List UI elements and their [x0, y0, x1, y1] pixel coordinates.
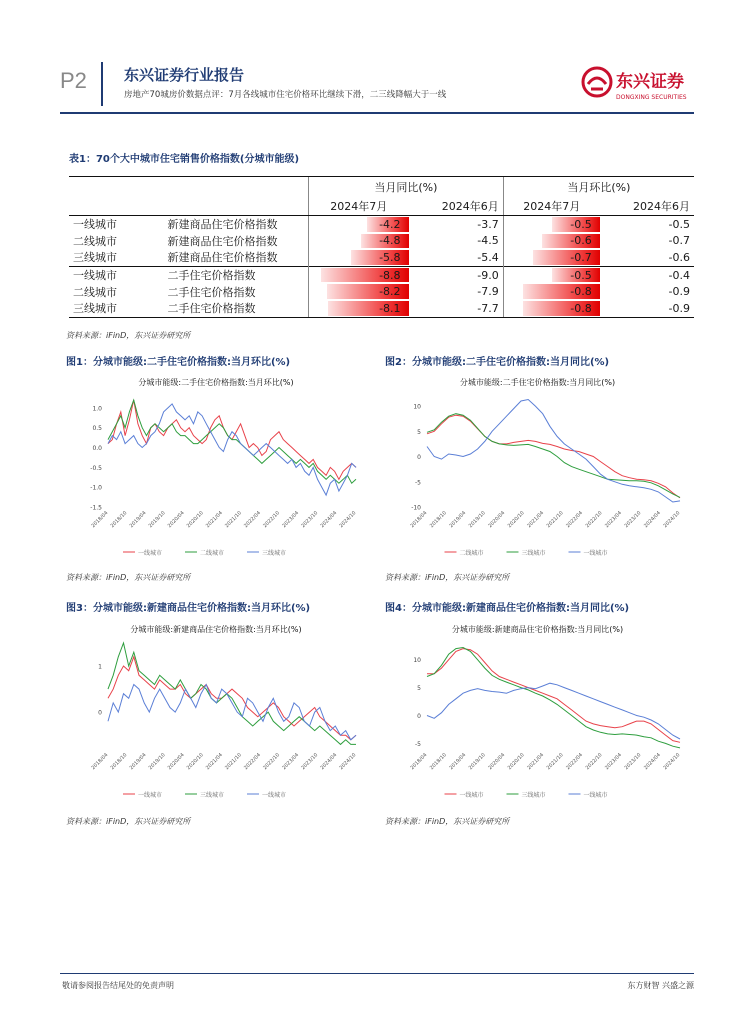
logo-cn: 东兴证券 [616, 72, 684, 92]
cell-tier: 二线城市 [73, 285, 117, 299]
y-tick-label: 0 [417, 713, 421, 721]
x-tick-label: 2020/04 [487, 752, 507, 772]
series-line [427, 415, 680, 498]
cell-yoy-jul [309, 283, 409, 300]
chart-new-mom [66, 617, 366, 807]
x-tick-label: 2023/04 [281, 510, 301, 530]
legend-label: 一线城市 [583, 792, 608, 799]
col-yoy-jul: 2024年7月 [309, 197, 409, 216]
x-tick-label: 2024/04 [643, 510, 662, 530]
table-row [69, 266, 694, 283]
x-tick-label: 2024/04 [319, 752, 339, 772]
cell-value: -0.6 [570, 234, 592, 248]
cell-value: -8.1 [379, 301, 401, 315]
cell-yoy-jul [309, 216, 409, 233]
x-tick-label: 2020/10 [506, 510, 526, 530]
y-tick-label: -10 [411, 504, 421, 512]
table-row [69, 249, 694, 266]
cell-yoy-jun: -7.7 [409, 300, 504, 317]
fig2-label: 图2：分城市能级:二手住宅价格指数:当月同比(%) [385, 357, 610, 368]
chart-title: 分城市能级:二手住宅价格指数:当月同比(%) [459, 378, 616, 387]
y-tick-label: 0 [417, 454, 421, 462]
y-tick-label: 5 [417, 428, 421, 436]
x-tick-label: 2023/10 [300, 510, 320, 530]
chart-title: 分城市能级:新建商品住宅价格指数:当月环比(%) [130, 625, 302, 634]
legend-label: 三线城市 [200, 792, 225, 799]
x-tick-label: 2020/10 [185, 752, 205, 772]
series-line [427, 649, 680, 743]
cell-mom-jul [503, 249, 599, 266]
cell-yoy-jun: -5.4 [477, 250, 499, 264]
y-tick-label: -0.5 [90, 464, 102, 472]
cell-value: -0.7 [570, 250, 592, 264]
cell-mom-jun: -0.9 [600, 300, 694, 317]
x-tick-label: 2021/10 [545, 752, 565, 772]
cell-index-type: 新建商品住宅价格指数 [167, 234, 278, 248]
x-tick-label: 2019/04 [448, 510, 468, 530]
x-tick-label: 2020/10 [185, 510, 205, 530]
x-tick-label: 2022/04 [565, 752, 585, 772]
x-tick-label: 2021/04 [204, 752, 224, 772]
series-line [427, 400, 680, 503]
x-tick-label: 2019/10 [147, 752, 167, 772]
legend-label: 一线城市 [459, 792, 484, 799]
header-rule [60, 112, 694, 114]
cell-value: -4.2 [379, 217, 401, 231]
y-tick-label: -1.0 [90, 484, 102, 492]
x-tick-label: 2018/04 [409, 752, 429, 772]
y-tick-label: 0.5 [92, 425, 102, 433]
x-tick-label: 2024/04 [319, 510, 339, 530]
x-tick-label: 2023/04 [604, 752, 624, 772]
cell-mom-jul [503, 216, 599, 233]
chart-title: 分城市能级:二手住宅价格指数:当月环比(%) [138, 378, 294, 387]
chart-title: 分城市能级:新建商品住宅价格指数:当月同比(%) [451, 625, 624, 634]
cell-yoy-jul [309, 300, 409, 317]
legend-label: 一线城市 [138, 792, 163, 799]
x-tick-label: 2018/10 [109, 752, 129, 772]
col-mom-jun: 2024年6月 [600, 197, 694, 216]
cell-mom-jun: -0.6 [668, 250, 690, 264]
table1-source: 资料来源：iFinD，东兴证券研究所 [66, 331, 191, 340]
x-tick-label: 2018/10 [428, 510, 448, 530]
chart-resale-mom [66, 370, 366, 565]
cell-mom-jun: -0.9 [668, 285, 690, 299]
cell-mom-jul [503, 300, 599, 317]
cell-value: -5.8 [379, 250, 401, 264]
cell-index-type: 新建商品住宅价格指数 [167, 218, 278, 232]
fig2-source: 资料来源：iFinD，东兴证券研究所 [385, 573, 510, 582]
cell-mom-jul [503, 283, 599, 300]
cell-tier: 三线城市 [73, 251, 117, 265]
fig3-label: 图3：分城市能级:新建商品住宅价格指数:当月环比(%) [66, 603, 311, 614]
x-tick-label: 2018/10 [428, 752, 448, 772]
cell-value: -0.8 [570, 285, 592, 299]
x-tick-label: 2020/04 [166, 752, 186, 772]
chart-resale-yoy [385, 370, 690, 565]
footer-rule [60, 973, 694, 974]
y-tick-label: -5 [415, 740, 421, 748]
logo-en: DONGXING SECURITIES [616, 94, 687, 101]
x-tick-label: 2022/10 [584, 510, 604, 530]
y-tick-label: 10 [413, 657, 421, 665]
x-tick-label: 2020/04 [166, 510, 186, 530]
cell-yoy-jul [309, 266, 409, 283]
dongxing-logo [580, 62, 700, 106]
cell-index-type: 二手住宅价格指数 [163, 266, 308, 283]
table1-title: 表1：70个大中城市住宅销售价格指数(分城市能级) [69, 154, 300, 165]
cell-value: -0.8 [570, 301, 592, 315]
cell-tier: 二线城市 [73, 234, 117, 248]
x-tick-label: 2021/10 [224, 510, 243, 530]
x-tick-label: 2022/10 [262, 510, 282, 530]
x-tick-label: 2022/10 [584, 752, 604, 772]
series-line [108, 685, 356, 740]
x-tick-label: 2019/04 [128, 752, 148, 772]
x-tick-label: 2018/04 [90, 752, 110, 772]
y-tick-label: 0.0 [92, 445, 102, 453]
table-column-header [69, 197, 694, 216]
y-tick-label: 0 [98, 709, 102, 717]
x-tick-label: 2022/04 [243, 510, 263, 530]
y-tick-label: -1.5 [90, 504, 102, 512]
cell-index-type: 二手住宅价格指数 [163, 300, 308, 317]
table-row [69, 233, 694, 250]
table-row [69, 300, 694, 317]
footer-disclaimer: 敬请参阅报告结尾处的免责声明 [62, 981, 174, 990]
series-line [108, 404, 356, 495]
x-tick-label: 2018/10 [109, 510, 129, 530]
price-index-table [69, 176, 694, 318]
legend-label: 三线城市 [262, 550, 287, 557]
cell-yoy-jun: -4.5 [477, 234, 499, 248]
x-tick-label: 2024/10 [662, 752, 682, 772]
x-tick-label: 2024/10 [338, 510, 358, 530]
x-tick-label: 2023/10 [623, 752, 643, 772]
x-tick-label: 2019/04 [448, 752, 468, 772]
legend-label: 一线城市 [583, 550, 608, 557]
cell-value: -0.5 [570, 268, 592, 282]
legend-label: 三线城市 [521, 792, 546, 799]
x-tick-label: 2022/10 [262, 752, 282, 772]
cell-yoy-jul [309, 233, 409, 250]
col-mom-jul: 2024年7月 [503, 197, 599, 216]
cell-tier: 一线城市 [73, 218, 117, 232]
cell-value: -0.5 [570, 217, 592, 231]
legend-label: 二线城市 [200, 550, 225, 557]
legend-label: 二线城市 [459, 550, 484, 557]
x-tick-label: 2021/04 [526, 510, 546, 530]
x-tick-label: 2019/04 [128, 510, 148, 530]
x-tick-label: 2023/04 [604, 510, 624, 530]
x-tick-label: 2020/10 [506, 752, 526, 772]
cell-value: -4.8 [379, 234, 401, 248]
yoy-group-header: 当月同比(%) [309, 177, 504, 198]
cell-yoy-jun: -3.7 [477, 217, 499, 231]
legend-label: 一线城市 [138, 550, 163, 557]
fig4-source: 资料来源：iFinD，东兴证券研究所 [385, 817, 510, 826]
x-tick-label: 2024/10 [662, 510, 682, 530]
mom-group-header: 当月环比(%) [503, 177, 694, 198]
legend-label: 三线城市 [521, 550, 546, 557]
x-tick-label: 2018/04 [90, 510, 110, 530]
fig1-label: 图1：分城市能级:二手住宅价格指数:当月环比(%) [66, 357, 291, 368]
cell-yoy-jul [309, 249, 409, 266]
x-tick-label: 2019/10 [467, 752, 487, 772]
chart-new-yoy [385, 617, 690, 807]
cell-value: -8.8 [379, 268, 401, 282]
x-tick-label: 2020/04 [487, 510, 507, 530]
x-tick-label: 2022/04 [243, 752, 263, 772]
x-tick-label: 2019/10 [147, 510, 167, 530]
x-tick-label: 2024/04 [643, 752, 662, 772]
legend-label: 一线城市 [262, 792, 287, 799]
x-tick-label: 2023/10 [623, 510, 643, 530]
cell-mom-jun: -0.5 [668, 217, 690, 231]
cell-mom-jul [503, 266, 599, 283]
report-title: 东兴证券行业报告 [124, 66, 245, 84]
cell-yoy-jun: -9.0 [409, 266, 504, 283]
table-group-header [69, 177, 694, 198]
col-yoy-jun: 2024年6月 [409, 197, 504, 216]
fig1-source: 资料来源：iFinD，东兴证券研究所 [66, 573, 191, 582]
x-tick-label: 2021/04 [204, 510, 224, 530]
x-tick-label: 2023/04 [281, 752, 301, 772]
cell-mom-jun: -0.7 [668, 234, 690, 248]
cell-yoy-jun: -7.9 [477, 285, 499, 299]
x-tick-label: 2018/04 [409, 510, 429, 530]
logo-mark-icon [583, 68, 611, 96]
footer-slogan: 东方财智 兴盛之源 [627, 981, 694, 990]
series-line [427, 683, 680, 739]
page-number: P2 [60, 68, 87, 93]
table-row [69, 283, 694, 300]
cell-index-type: 二手住宅价格指数 [167, 285, 256, 299]
fig3-source: 资料来源：iFinD，东兴证券研究所 [66, 817, 191, 826]
fig4-label: 图4：分城市能级:新建商品住宅价格指数:当月同比(%) [385, 603, 630, 614]
report-subtitle: 房地产70城房价数据点评：7月各线城市住宅价格环比继续下滑，二三线降幅大于一线 [124, 90, 447, 100]
x-tick-label: 2019/10 [467, 510, 487, 530]
x-tick-label: 2021/10 [224, 752, 243, 772]
x-tick-label: 2023/10 [300, 752, 320, 772]
cell-tier: 三线城市 [69, 300, 163, 317]
cell-value: -8.2 [379, 285, 401, 299]
x-tick-label: 2021/10 [545, 510, 565, 530]
table-row [69, 216, 694, 233]
x-tick-label: 2024/10 [338, 752, 358, 772]
x-tick-label: 2021/04 [526, 752, 546, 772]
cell-mom-jul [503, 233, 599, 250]
y-tick-label: 1.0 [92, 405, 102, 413]
cell-tier: 一线城市 [69, 266, 163, 283]
y-tick-label: 10 [413, 403, 421, 411]
cell-mom-jun: -0.4 [600, 266, 694, 283]
cell-index-type: 新建商品住宅价格指数 [167, 251, 278, 265]
y-tick-label: 5 [417, 685, 421, 693]
x-tick-label: 2022/04 [565, 510, 585, 530]
y-tick-label: -5 [415, 479, 421, 487]
series-line [108, 643, 356, 744]
header-divider [101, 62, 103, 106]
y-tick-label: 1 [98, 663, 102, 671]
